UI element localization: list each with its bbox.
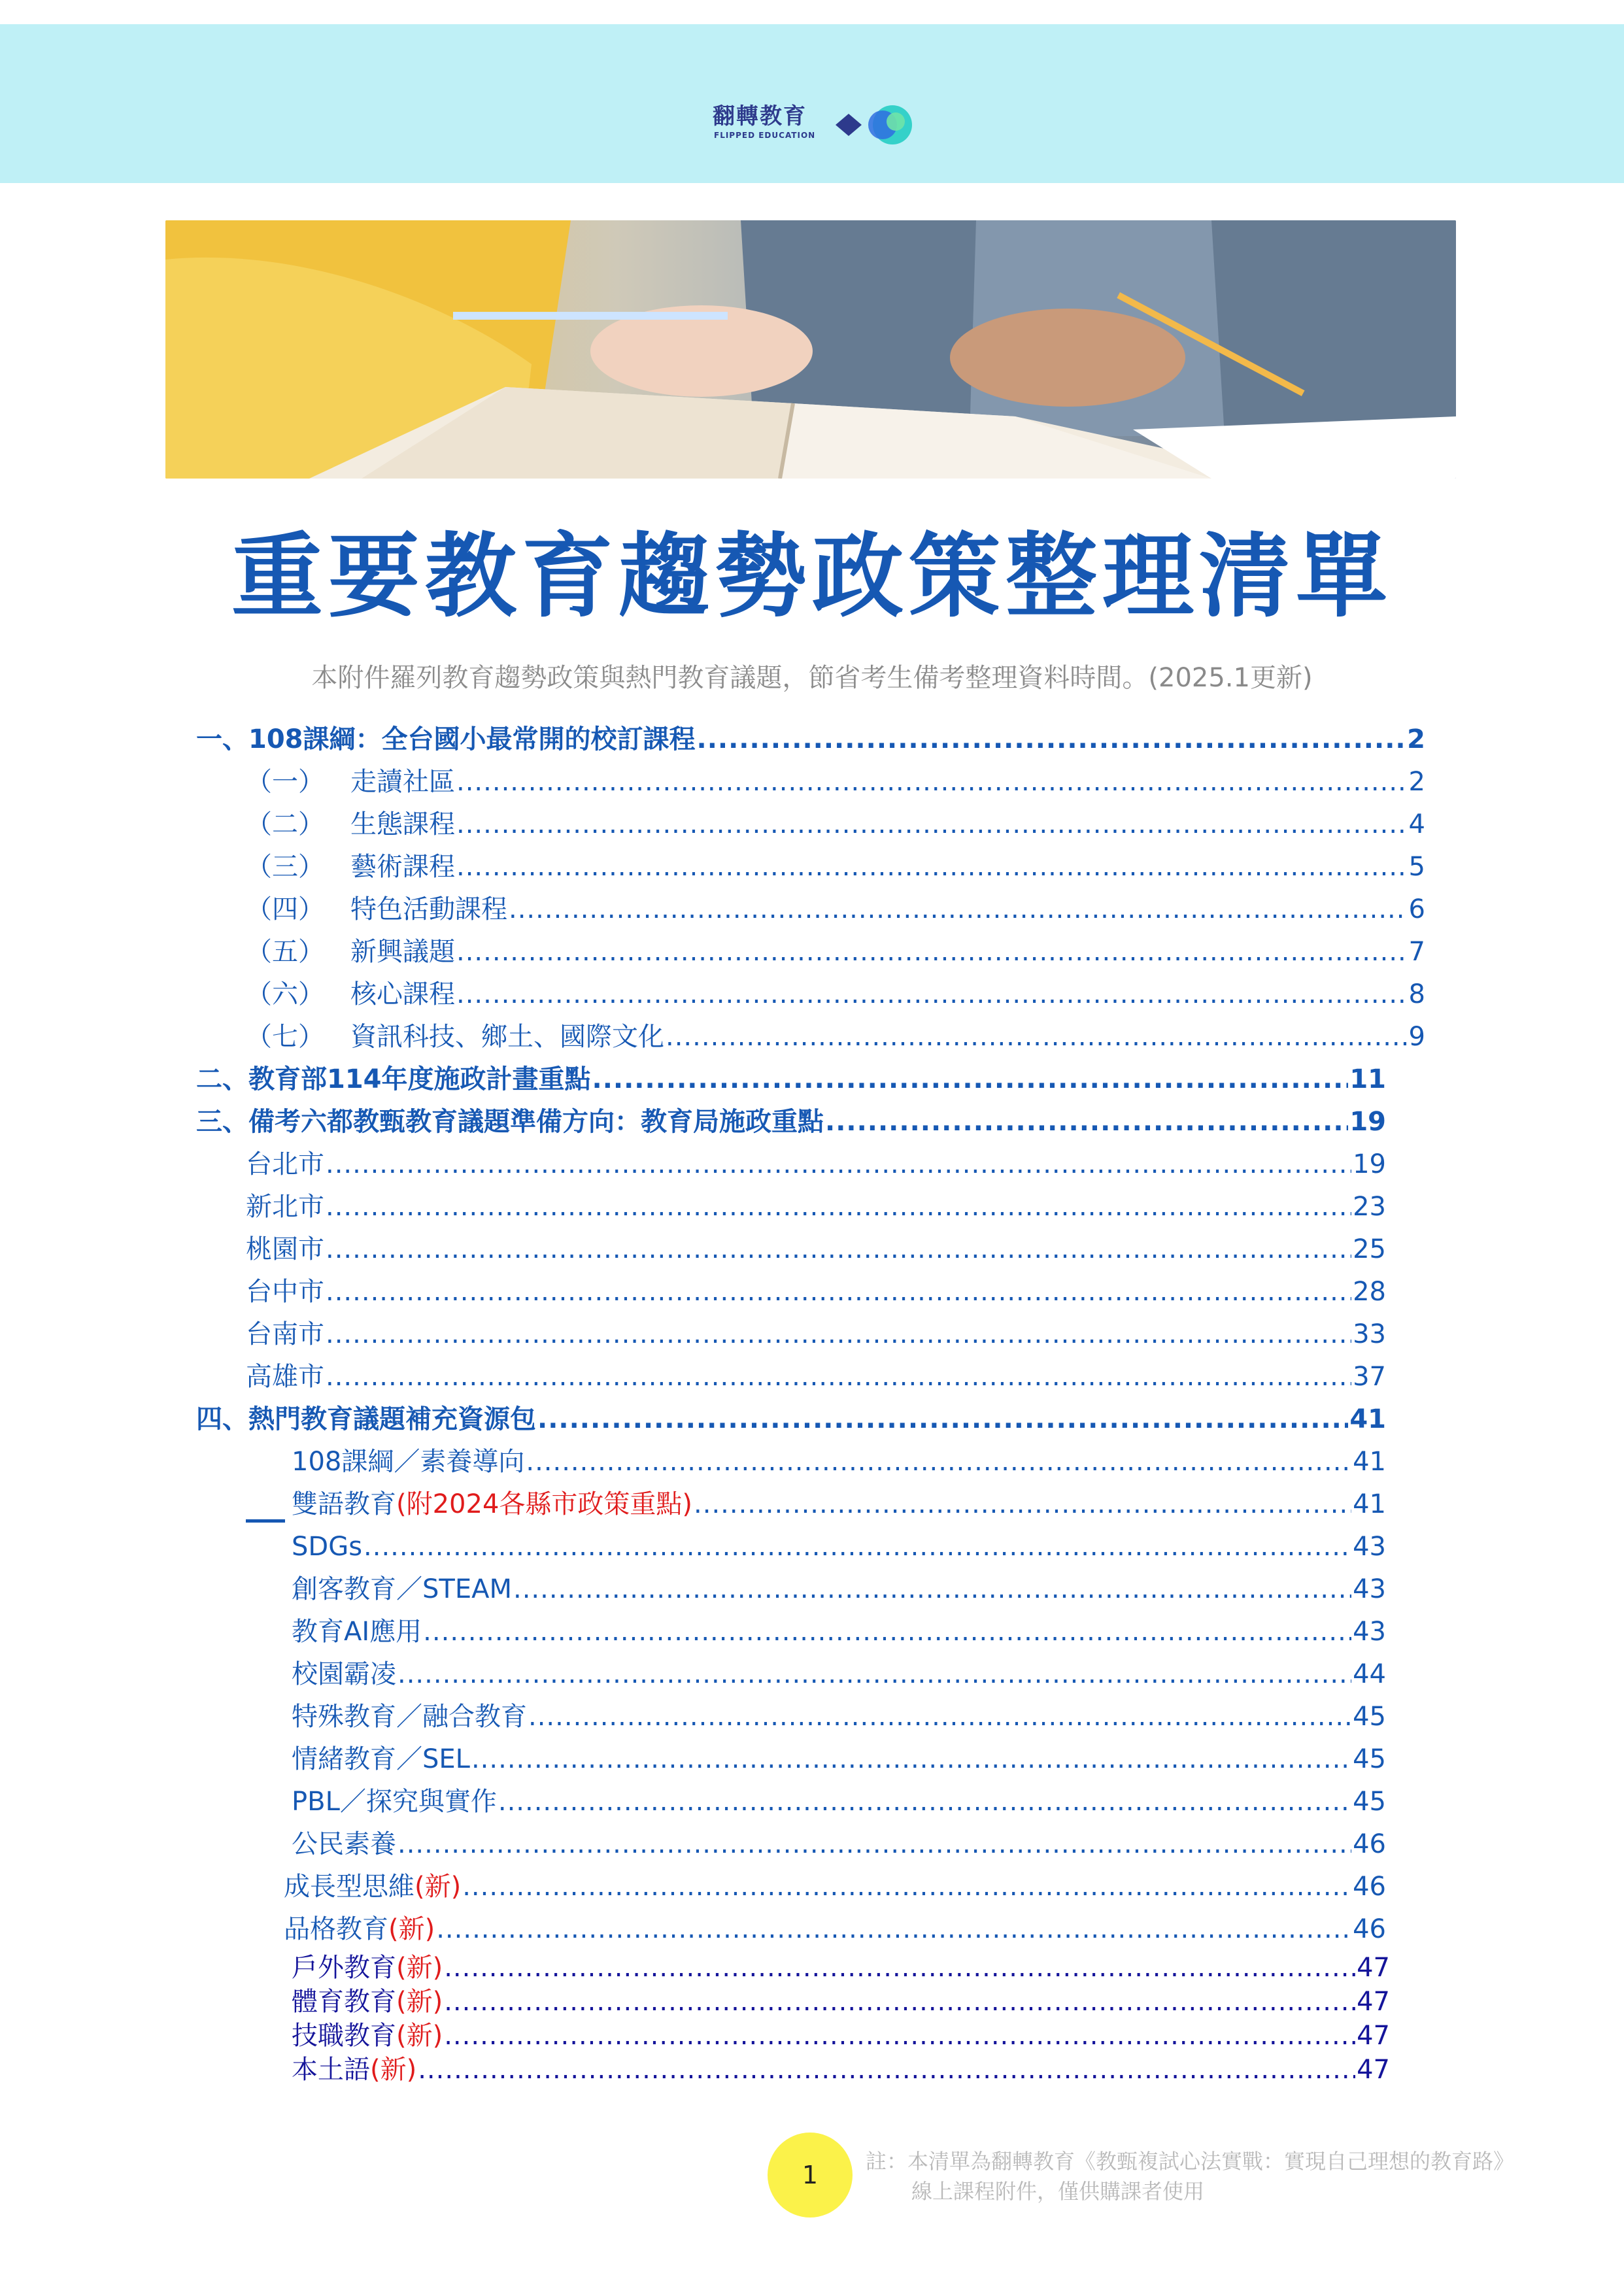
toc-leader-dots: [398, 1656, 1351, 1693]
toc-entry-label: 校園霸凌: [292, 1659, 396, 1689]
toc-page-number: 37: [1353, 1362, 1386, 1392]
toc-new-badge: (新): [396, 1953, 443, 1983]
toc-entry-label: 本土語: [292, 2055, 370, 2085]
toc-entry-label: 108課綱：全台國小最常開的校訂課程: [248, 724, 696, 754]
toc-topic-vocational[interactable]: [292, 2017, 1390, 2054]
toc-entry-label: 核心課程: [350, 979, 455, 1009]
logo-text-zh: 翻轉教育: [713, 103, 807, 129]
toc-page-number: 43: [1353, 1574, 1386, 1604]
toc-page-number: 41: [1349, 1404, 1386, 1434]
toc-page-number: 28: [1353, 1277, 1386, 1307]
toc-leader-dots: [423, 1613, 1351, 1650]
toc-section-number: （一）: [246, 767, 324, 797]
toc-new-badge: (新): [370, 2055, 417, 2085]
toc-topic-bilingual[interactable]: [292, 1486, 1386, 1523]
toc-page-number: 41: [1353, 1489, 1386, 1519]
toc-page-number: 47: [1357, 2055, 1390, 2085]
toc-leader-dots: [456, 934, 1408, 970]
toc-page-number: 45: [1353, 1744, 1386, 1774]
toc-page-number: 23: [1353, 1192, 1386, 1222]
toc-section-number: （二）: [246, 809, 324, 839]
toc-entry-label: 特殊教育／融合教育: [292, 1702, 527, 1732]
toc-leader-dots: [444, 1949, 1355, 1986]
page-title: 重要教育趨勢政策整理清單: [231, 524, 1393, 630]
toc-leader-dots: [498, 1783, 1351, 1820]
toc-leader-dots: [509, 891, 1408, 928]
toc-leader-dots: [436, 1911, 1351, 1948]
toc-entry-label: 資訊科技、鄉土、國際文化: [350, 1022, 664, 1052]
toc-leader-dots: [326, 1189, 1351, 1225]
toc-entry-label: 戶外教育: [292, 1953, 396, 1983]
toc-city-tainan[interactable]: [246, 1316, 1386, 1353]
toc-leader-dots: [528, 1698, 1351, 1735]
toc-entry-label: 雙語教育: [292, 1489, 396, 1519]
toc-page-number: 7: [1408, 937, 1425, 967]
toc-section-number: （六）: [246, 979, 324, 1009]
toc-entry-label: SDGs: [292, 1532, 363, 1562]
toc-page-number: 47: [1357, 1987, 1390, 2017]
toc-section-2[interactable]: [196, 1061, 1386, 1098]
toc-entry-label: 特色活動課程: [350, 894, 507, 924]
toc-city-taichung[interactable]: [246, 1274, 1386, 1310]
toc-section-1[interactable]: [196, 721, 1425, 758]
toc-page-number: 2: [1408, 767, 1425, 797]
page-number-badge: [768, 2133, 853, 2218]
toc-page-number: 46: [1353, 1829, 1386, 1859]
toc-leader-dots: [456, 849, 1408, 885]
toc-entry-label: 教育部114年度施政計畫重點: [248, 1064, 591, 1094]
toc-leader-dots: [471, 1741, 1351, 1778]
toc-entry-label: 技職教育: [292, 2021, 396, 2051]
toc-topic-native-language[interactable]: [292, 2051, 1390, 2088]
toc-entry-label: 成長型思維: [284, 1872, 414, 1902]
toc-new-badge: (新): [396, 1987, 443, 2017]
toc-topic-ai[interactable]: [292, 1613, 1386, 1650]
toc-page-number: 9: [1408, 1022, 1425, 1052]
toc-page-number: 43: [1353, 1532, 1386, 1562]
toc-subsection-1-1[interactable]: [246, 764, 1425, 800]
toc-page-number: 5: [1408, 852, 1425, 882]
page-number: 1: [802, 2161, 819, 2189]
toc-page-number: 46: [1353, 1872, 1386, 1902]
toc-section-number: （七）: [246, 1022, 324, 1052]
toc-topic-physical[interactable]: [292, 1983, 1390, 2020]
logo-mark-icon: [830, 102, 915, 148]
toc-leader-dots: [694, 1486, 1351, 1523]
toc-topic-sel[interactable]: [292, 1741, 1386, 1778]
toc-page-number: 2: [1407, 724, 1425, 754]
toc-leader-dots: [456, 806, 1408, 843]
toc-page-number: 43: [1353, 1617, 1386, 1647]
toc-section-number: 二、: [196, 1064, 248, 1094]
toc-leader-dots: [697, 721, 1406, 758]
page-subtitle: 本附件羅列教育趨勢政策與熱門教育議題，節省考生備考整理資料時間。(2025.1更新): [311, 663, 1313, 693]
toc-leader-dots: [526, 1443, 1351, 1480]
toc-entry-label: 體育教育: [292, 1987, 396, 2017]
toc-city-new-taipei[interactable]: [246, 1189, 1386, 1225]
toc-page-number: 4: [1408, 809, 1425, 839]
hero-image: [165, 220, 1456, 479]
toc-leader-dots: [326, 1316, 1351, 1353]
toc-entry-label: 新興議題: [350, 937, 455, 967]
toc-entry-label: 熱門教育議題補充資源包: [248, 1404, 536, 1434]
toc-leader-dots: [444, 2017, 1355, 2054]
toc-subsection-1-7[interactable]: [246, 1019, 1425, 1055]
toc-page-number: 45: [1353, 1787, 1386, 1817]
toc-leader-dots: [456, 764, 1408, 800]
toc-page-number: 19: [1353, 1149, 1386, 1179]
toc-leader-dots: [326, 1146, 1351, 1183]
toc-section-4[interactable]: [196, 1401, 1386, 1438]
footnote: [866, 2146, 1514, 2206]
toc-entry-label: 藝術課程: [350, 852, 455, 882]
toc-entry-note: (附2024各縣市政策重點): [396, 1489, 693, 1519]
toc-entry-label: 備考六都教甄教育議題準備方向：教育局施政重點: [248, 1107, 824, 1137]
toc-leader-dots: [418, 2051, 1355, 2088]
toc-entry-label: PBL／探究與實作: [292, 1787, 497, 1817]
toc-section-number: （五）: [246, 937, 324, 967]
toc-page-number: 47: [1357, 2021, 1390, 2051]
toc-leader-dots: [537, 1401, 1348, 1438]
logo-text-en: FLIPPED EDUCATION: [714, 131, 816, 140]
toc-leader-dots: [326, 1358, 1351, 1395]
toc-leader-dots: [326, 1231, 1351, 1268]
toc-section-number: 三、: [196, 1107, 248, 1137]
toc-topic-sdgs[interactable]: [292, 1528, 1386, 1565]
toc-city-taipei[interactable]: [246, 1146, 1386, 1183]
toc-page-number: 11: [1349, 1064, 1386, 1094]
toc-topic-special-education[interactable]: [292, 1698, 1386, 1735]
toc-subsection-1-3[interactable]: [246, 849, 1425, 885]
toc-new-badge: (新): [396, 2021, 443, 2051]
toc-topic-bullying[interactable]: [292, 1656, 1386, 1693]
toc-page-number: 19: [1349, 1107, 1386, 1137]
toc-subsection-1-4[interactable]: [246, 891, 1425, 928]
toc-topic-curriculum-108[interactable]: [292, 1443, 1386, 1480]
toc-topic-character[interactable]: [284, 1911, 1386, 1948]
toc-entry-label: 高雄市: [246, 1362, 324, 1392]
toc-page-number: 41: [1353, 1447, 1386, 1477]
toc-entry-label: 走讀社區: [350, 767, 455, 797]
toc-city-kaohsiung[interactable]: [246, 1358, 1386, 1395]
toc-page-number: 46: [1353, 1914, 1386, 1944]
toc-entry-label: 創客教育／STEAM: [292, 1574, 512, 1604]
header-band: [0, 24, 1624, 183]
toc-subsection-1-2[interactable]: [246, 806, 1425, 843]
toc-new-badge: (新): [388, 1914, 435, 1944]
toc-page-number: 8: [1408, 979, 1425, 1009]
toc-entry-label: 108課綱／素養導向: [292, 1447, 525, 1477]
toc-leader-dots: [364, 1528, 1351, 1565]
toc-page-number: 6: [1408, 894, 1425, 924]
toc-entry-label: 生態課程: [350, 809, 455, 839]
toc-topic-growth-mindset[interactable]: [284, 1868, 1386, 1905]
toc-new-badge: (新): [414, 1872, 462, 1902]
toc-leader-dots: [398, 1826, 1351, 1863]
footnote-line-1: 註：本清單為翻轉教育《教甄複試心法實戰：實現自己理想的教育路》: [866, 2149, 1515, 2174]
toc-topic-maker-steam[interactable]: [292, 1571, 1386, 1608]
toc-section-number: 一、: [196, 724, 248, 754]
toc-section-number: （三）: [246, 852, 324, 882]
toc-subsection-1-5[interactable]: [246, 934, 1425, 970]
toc-entry-label: 台北市: [246, 1149, 324, 1179]
toc-topic-civic[interactable]: [292, 1826, 1386, 1863]
toc-leader-dots: [825, 1104, 1348, 1140]
toc-entry-label: 桃園市: [246, 1234, 324, 1264]
toc-page-number: 45: [1353, 1702, 1386, 1732]
toc-page-number: 33: [1353, 1319, 1386, 1349]
toc-entry-label: 教育AI應用: [292, 1617, 422, 1647]
toc-leader-dots: [456, 976, 1408, 1013]
toc-leader-dots: [513, 1571, 1351, 1608]
toc-entry-label: 台中市: [246, 1277, 324, 1307]
toc-topic-pbl[interactable]: [292, 1783, 1386, 1820]
toc-entry-label: 公民素養: [292, 1829, 396, 1859]
footnote-line-2: 線上課程附件，僅供購課者使用: [911, 2179, 1205, 2204]
toc-city-taoyuan[interactable]: [246, 1231, 1386, 1268]
toc-entry-label: 情緒教育／SEL: [292, 1744, 470, 1774]
toc-leader-dots: [462, 1868, 1351, 1905]
toc-entry-label: 新北市: [246, 1192, 324, 1222]
toc-subsection-1-6[interactable]: [246, 976, 1425, 1013]
toc-page-number: 44: [1353, 1659, 1386, 1689]
list-marker-underline: [246, 1519, 285, 1523]
toc-page-number: 25: [1353, 1234, 1386, 1264]
toc-leader-dots: [326, 1274, 1351, 1310]
toc-topic-outdoor[interactable]: [292, 1949, 1390, 1986]
toc-section-number: 四、: [196, 1404, 248, 1434]
toc-leader-dots: [666, 1019, 1408, 1055]
toc-page-number: 47: [1357, 1953, 1390, 1983]
toc-entry-label: 品格教育: [284, 1914, 388, 1944]
toc-leader-dots: [444, 1983, 1355, 2020]
toc-section-3[interactable]: [196, 1104, 1386, 1140]
toc-leader-dots: [592, 1061, 1349, 1098]
toc-entry-label: 台南市: [246, 1319, 324, 1349]
toc-section-number: （四）: [246, 894, 324, 924]
